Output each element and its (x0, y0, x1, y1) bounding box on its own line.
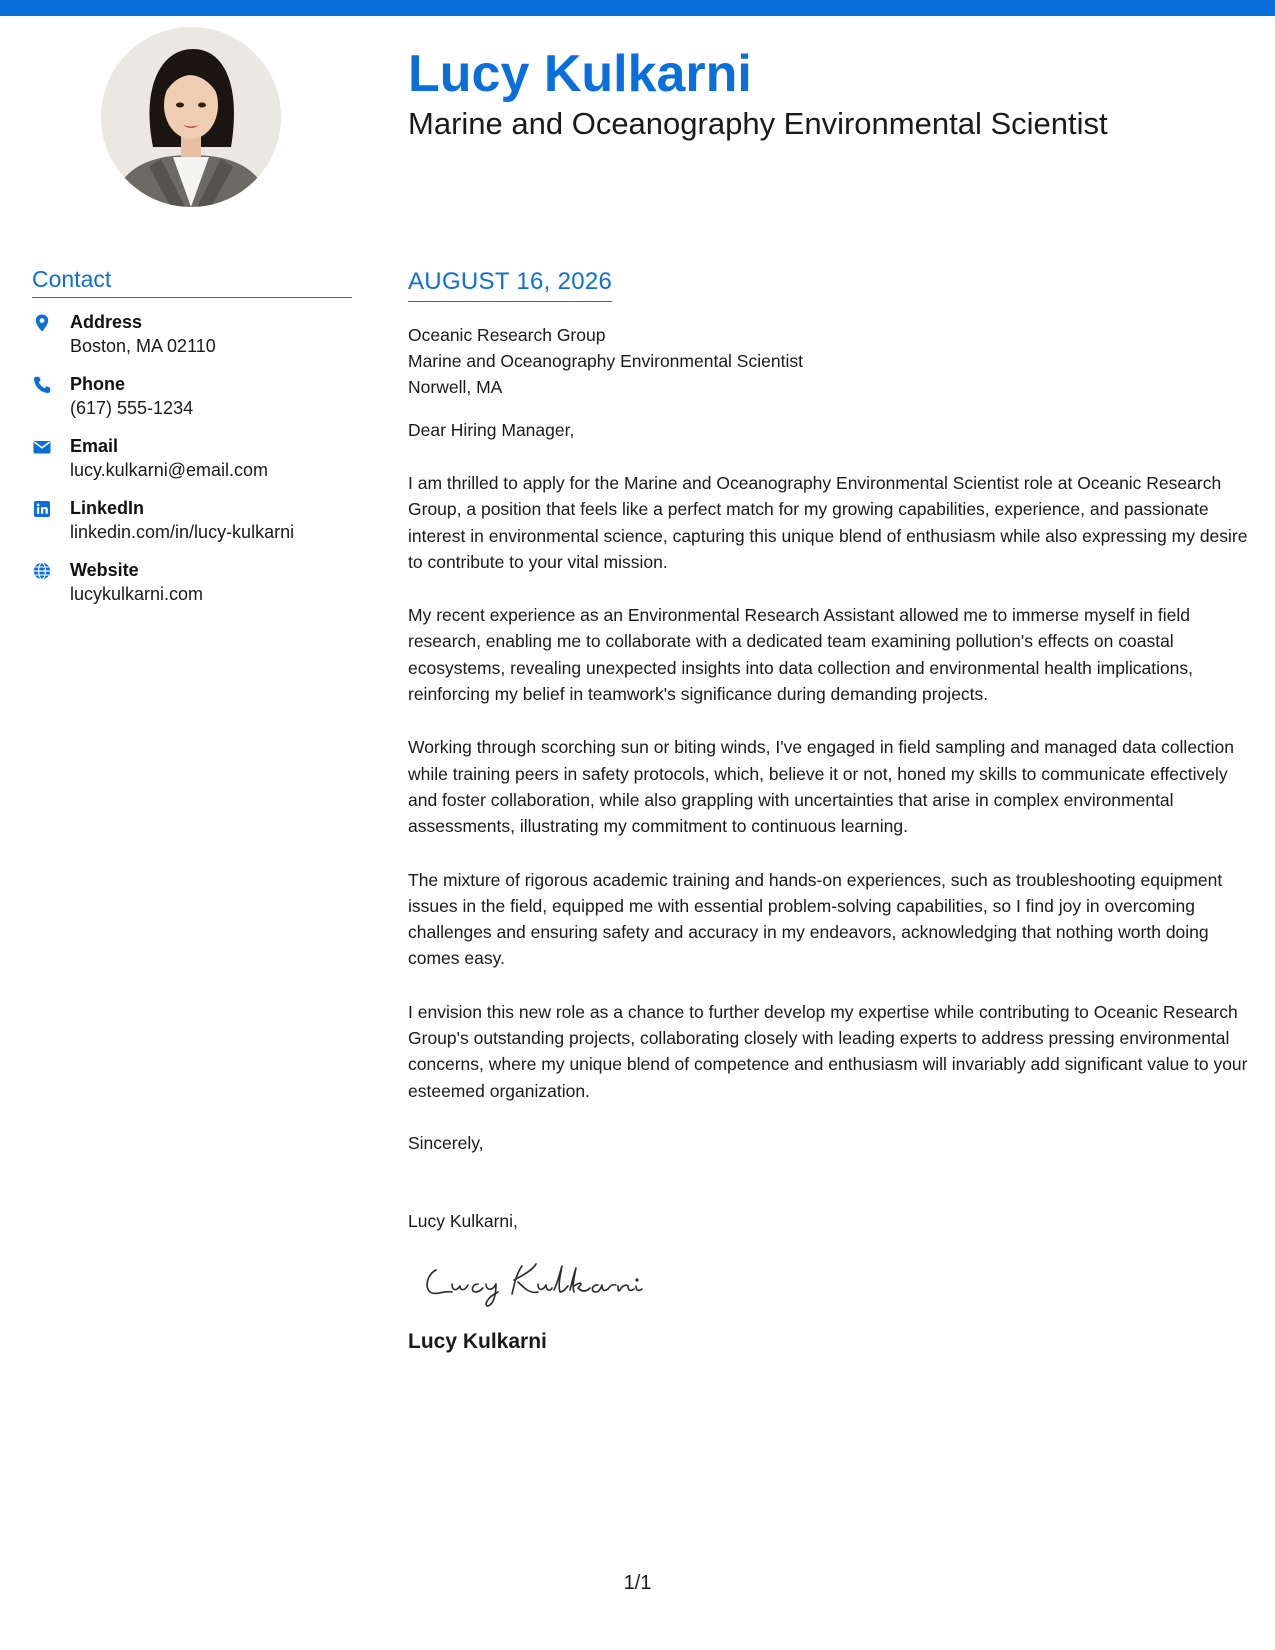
contact-label: Address (70, 312, 143, 332)
phone-icon (32, 372, 70, 394)
job-title: Marine and Oceanography Environmental Scientist (408, 106, 1108, 141)
page-number: 1/1 (623, 1572, 652, 1594)
letter-paragraph: Working through scorching sun or biting winds, I've engaged in field sampling and managed data collection while training peers in safety protocols, which, believe it or not, honed my skills to communicate effectively and foster collaboration, while also grappling with uncertainties that arise in complex environmental assessments, illustrating my commitment to continuous learning. (408, 737, 1235, 837)
contact-item-email (32, 434, 352, 483)
contact-item-address (32, 310, 352, 359)
contact-label: Website (70, 560, 139, 580)
handwritten-signature (418, 1252, 658, 1312)
contact-item-website (32, 558, 352, 607)
recipient-company: Oceanic Research Group (408, 325, 606, 345)
email-value[interactable]: lucy.kulkarni@email.com (70, 460, 268, 480)
address-value: Boston, MA 02110 (70, 336, 216, 356)
contact-heading: Contact (32, 266, 352, 298)
contact-sidebar (32, 266, 352, 620)
recipient-position: Marine and Oceanography Environmental Scientist (408, 351, 803, 371)
contact-label: LinkedIn (70, 498, 145, 518)
letter-paragraph: I am thrilled to apply for the Marine and Oceanography Environmental Scientist role at Oceanic Research Group, a position that feels like a perfect match for my growing capabilities, experience, and passionate interest in environmental science, capturing this unique blend of enthusiasm while also expressing my desire to contribute to your vital mission. (408, 473, 1248, 572)
contact-label: Email (70, 436, 119, 456)
linkedin-value[interactable]: linkedin.com/in/lucy-kulkarni (70, 522, 295, 542)
printed-name: Lucy Kulkarni (408, 1329, 547, 1353)
location-pin-icon (32, 310, 70, 332)
contact-list (32, 310, 352, 607)
contact-item-phone (32, 372, 352, 421)
phone-value: (617) 555-1234 (70, 398, 194, 418)
email-icon (32, 434, 70, 456)
letter-paragraph: The mixture of rigorous academic training and hands-on experiences, such as troubleshooting equipment issues in the field, equipped me with essential problem-solving capabilities, so I find joy in overcoming challenges and ensuring safety and accuracy in my endeavors, acknowledging that nothing worth doing comes easy. (408, 869, 1223, 969)
letter-body (408, 268, 1248, 1354)
candidate-name: Lucy Kulkarni (408, 45, 752, 103)
linkedin-icon (32, 496, 70, 518)
letter-paragraph: My recent experience as an Environmental Research Assistant allowed me to immerse myself in field research, enabling me to collaborate with a dedicated team examining pollution's effects on coastal ecosystems, revealing unexpected insights into data collection and environmental health implications, reinforcing my belief in teamwork's significance during demanding projects. (408, 605, 1194, 705)
website-value[interactable]: lucykulkarni.com (70, 584, 204, 604)
recipient-location: Norwell, MA (408, 377, 503, 397)
profile-photo (101, 27, 281, 207)
contact-item-linkedin (32, 496, 352, 545)
letter-date: AUGUST 16, 2026 (408, 268, 612, 302)
greeting: Dear Hiring Manager, (408, 420, 575, 440)
recipient-block (408, 322, 1248, 400)
globe-icon (32, 558, 70, 580)
sign-off-name: Lucy Kulkarni, (408, 1210, 518, 1231)
top-accent-bar (0, 0, 1275, 16)
contact-label: Phone (70, 374, 126, 394)
closing: Sincerely, (408, 1132, 484, 1153)
header (408, 44, 1248, 142)
letter-paragraph: I envision this new role as a chance to further develop my expertise while contributing to Oceanic Research Group's outstanding projects, collaborating closely with leading experts to address pressing environmental concerns, where my unique blend of competence and enthusiasm will invariably add significant value to your esteemed organization. (408, 1001, 1248, 1101)
